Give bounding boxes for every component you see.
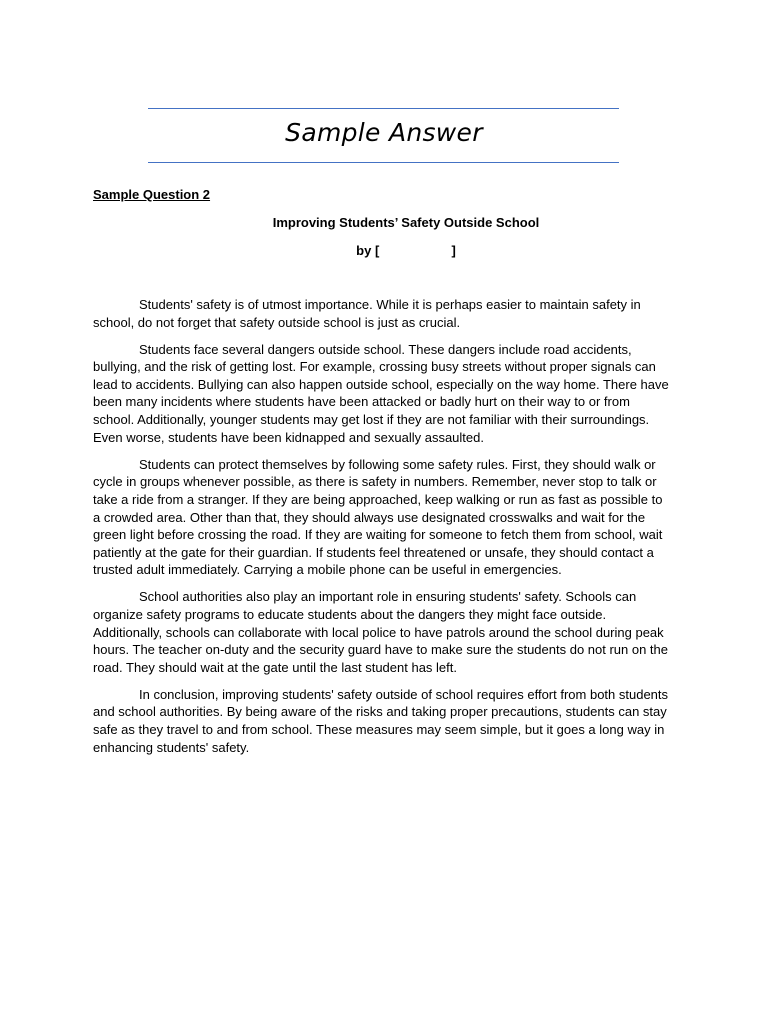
essay-title: Improving Students’ Safety Outside School: [272, 215, 540, 230]
paragraph-intro: Students' safety is of utmost importance. While it is perhaps easier to maintain safety in school, do not forget that safety outside school is just as crucial.: [93, 297, 641, 330]
paragraph-school-authorities: School authorities also play an important role in ensuring students' safety. Schools can organize safety programs to educate students about the dangers they might face outside. Additionally, schools can collaborate with local police to have patrols around the school during peak hours. The teacher on-duty and the security guard have to make sure the students do not run on the road. They should wait at the gate until the last student has left.: [93, 589, 669, 675]
paragraph-safety-rules: Students can protect themselves by following some safety rules. First, they should walk or cycle in groups whenever possible, as there is safety in numbers. Remember, never stop to talk or take a ride from a stranger. If they are being approached, keep walking or run as fast as possible to a crowded area. Other than that, they should always use designated crosswalks and wait for the green light before crossing the road. If they are waiting for someone to fetch them from school, wait patiently at the gate for their guardian. If students feel threatened or unsafe, they should contact a trusted adult immediately. Carrying a mobile phone can be useful in emergencies.: [93, 456, 663, 578]
paragraph-dangers: Students face several dangers outside school. These dangers include road accidents, bullying, and the risk of getting lost. For example, crossing busy streets without proper signals can lead to accidents. Bullying can also happen outside school, especially on the way home. There have been many incidents where students have been attacked or badly hurt on their way to or from school. Additionally, younger students may get lost if they are not familiar with their surroundings. Even worse, students have been kidnapped and sexually assaulted.: [93, 341, 669, 445]
paragraph-conclusion: In conclusion, improving students' safety outside of school requires effort from both students and school authorities. By being aware of the risks and taking proper precautions, students can stay safe as they travel to and from school. These measures may seem simple, but it goes a long way in enhancing students' safety.: [93, 686, 669, 755]
question-label: Sample Question 2: [93, 187, 211, 202]
page-title: Sample Answer: [285, 118, 483, 147]
essay-byline: by [ ]: [356, 243, 456, 258]
title-rule-top: [148, 108, 619, 109]
essay-body: [93, 296, 673, 766]
title-rule-bottom: [148, 162, 619, 163]
